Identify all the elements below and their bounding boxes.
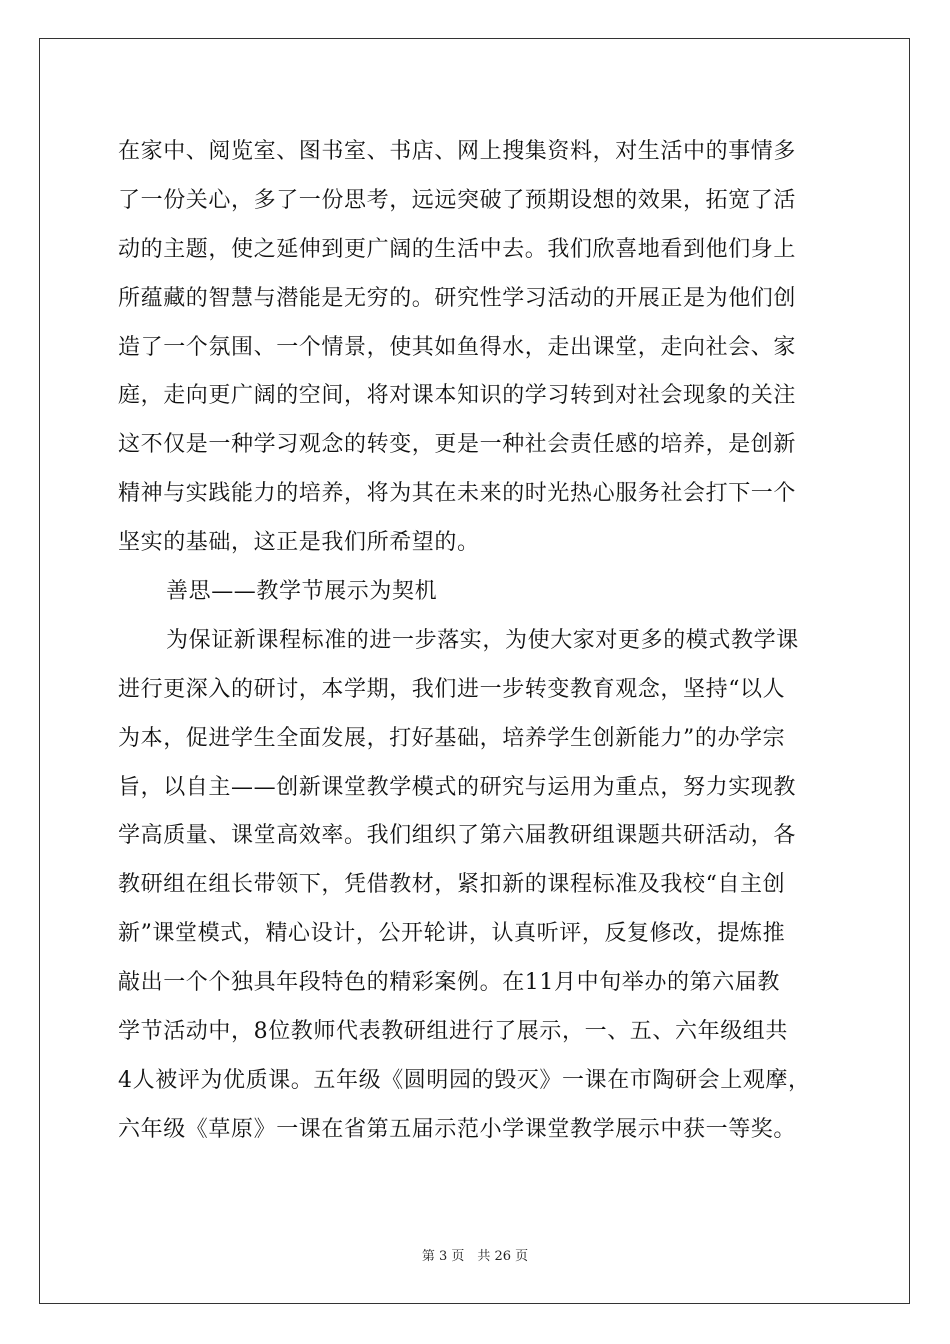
text-line-13: 为本，促进学生全面发展，打好基础，培养学生创新能力”的办学宗 [118,725,786,751]
text-line-4: 所蕴藏的智慧与潜能是无穷的。研究性学习活动的开展正是为他们创 [118,285,797,311]
text-line-11: 为保证新课程标准的进一步落实，为使大家对更多的模式教学课 [166,627,799,653]
text-line-19: 学节活动中，8位教师代表教研组进行了展示，一、五、六年级组共 [118,1019,788,1045]
document-body [118,128,838,1155]
text-line-1: 在家中、阅览室、图书室、书店、网上搜集资料，对生活中的事情多 [118,139,797,164]
text-line-20: 4人被评为优质课。五年级《圆明园的毁灭》一课在市陶研会上观摩， [118,1067,811,1093]
section-heading: 善思——教学节展示为契机 [166,579,438,605]
text-line-15: 学高质量、课堂高效率。我们组织了第六届教研组课题共研活动，各 [118,823,797,849]
text-line-5: 造了一个氛围、一个情景，使其如鱼得水，走出课堂，走向社会、家 [118,334,797,360]
text-line-8: 精神与实践能力的培养，将为其在未来的时光热心服务社会打下一个 [118,481,797,507]
page-number-footer: 第 3 页 共 26 页 [421,1249,529,1264]
text-line-6: 庭，走向更广阔的空间，将对课本知识的学习转到对社会现象的关注 [118,383,797,409]
text-line-12: 进行更深入的研讨，本学期，我们进一步转变教育观念，坚持“以人 [118,676,786,702]
text-line-21: 六年级《草原》一课在省第五届示范小学课堂教学展示中获一等奖。 [118,1116,797,1142]
text-line-2: 了一份关心，多了一份思考，远远突破了预期设想的效果，拓宽了活 [118,187,797,213]
text-line-17: 新”课堂模式，精心设计，公开轮讲，认真听评，反复修改，提炼推 [118,921,786,947]
text-line-7: 这不仅是一种学习观念的转变，更是一种社会责任感的培养，是创新 [118,432,797,458]
text-line-16: 教研组在组长带领下，凭借教材，紧扣新的课程标准及我校“自主创 [118,872,786,898]
text-line-9: 坚实的基础，这正是我们所希望的。 [118,530,480,556]
text-line-14: 旨，以自主——创新课堂教学模式的研究与运用为重点，努力实现教 [118,774,797,800]
text-line-3: 动的主题，使之延伸到更广阔的生活中去。我们欣喜地看到他们身上 [118,236,797,262]
text-line-18: 敲出一个个独具年段特色的精彩案例。在11月中旬举办的第六届教 [118,970,780,996]
